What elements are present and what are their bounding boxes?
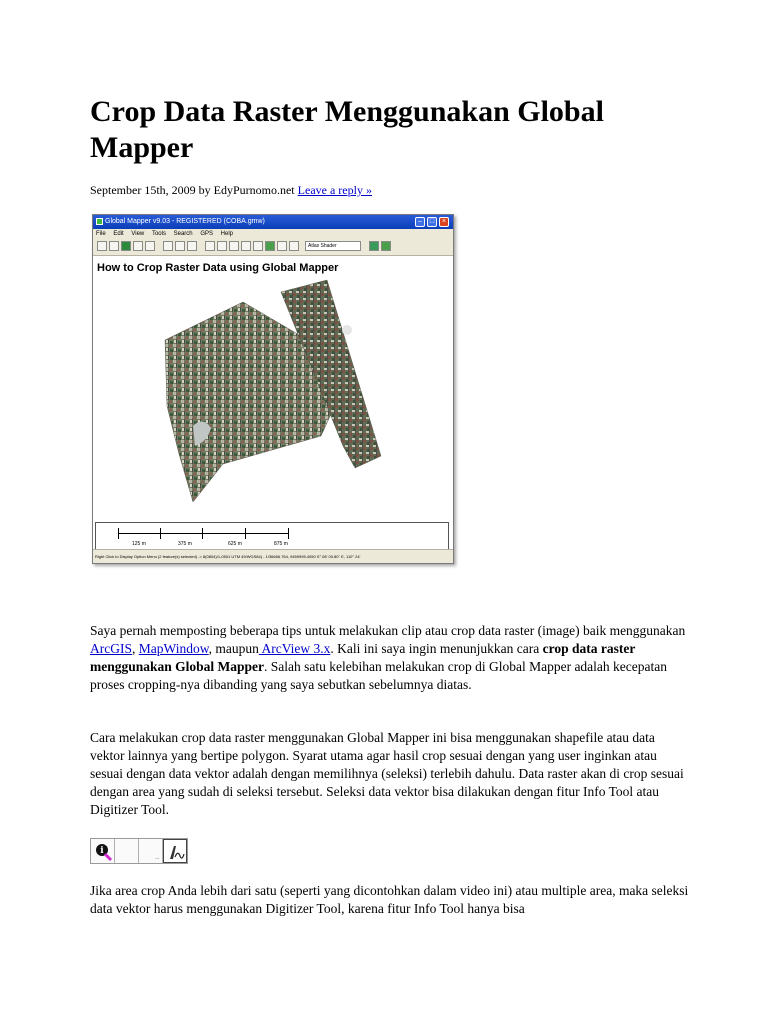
map-canvas	[93, 256, 453, 548]
toolbar-globe-icon	[121, 241, 131, 251]
toolbar-light-icon	[381, 241, 391, 251]
toolbar-digitizer-icon	[289, 241, 299, 251]
svg-text:...: ...	[155, 855, 160, 861]
app-icon	[96, 218, 103, 225]
menu-search: Search	[173, 231, 193, 237]
toolbar-pointer-icon	[205, 241, 215, 251]
toolbar-line-icon	[277, 241, 287, 251]
page-title: Crop Data Raster Menggunakan Global Mapper	[90, 95, 604, 164]
mapwindow-link[interactable]: MapWindow	[138, 641, 209, 656]
scale-bar	[95, 522, 449, 552]
toolbar-measure-icon	[229, 241, 239, 251]
leave-reply-link[interactable]: Leave a reply »	[297, 183, 372, 197]
paragraph-intro: Saya pernah memposting beberapa tips untuk melakukan clip atau crop data raster (image) baik menggunakan ArcGIS, MapWindow, maupun ArcView 3.x. Kali ini saya ingin menunjukkan cara crop data raster menggunakan Global Mapper. Salah satu kelebihan melakukan crop di Global Mapper adalah kecepatan proses cropping-nya dibanding yang saya sebutkan sebelumnya diatas.	[90, 623, 686, 692]
menu-tools: Tools	[151, 231, 166, 237]
blank-tool-icon	[115, 839, 139, 863]
toolbar-pan-icon	[217, 241, 227, 251]
map-heading: How to Crop Raster Data using Global Mapper	[97, 262, 339, 274]
menu-view: View	[131, 231, 145, 237]
window-titlebar	[93, 215, 453, 229]
toolbar-path-icon	[253, 241, 263, 251]
toolbar-arrow-icon	[145, 241, 155, 251]
menu-gps: GPS	[200, 231, 213, 237]
scale-label: 625 m	[228, 541, 242, 547]
shader-select: Atlas Shader	[305, 241, 361, 251]
arcgis-link[interactable]: ArcGIS	[90, 641, 132, 656]
window-statusbar: Right Click to Display Option Menu (2 feature(s) selected) -> 8(0804)/1-0501 UTM 49/WGS84) - 1/36666.764, 9459995.4050 S° 08' 00.80'' E, 110° 24'	[93, 549, 453, 563]
info-tool-icon	[91, 839, 115, 863]
arcview-link[interactable]: ArcView 3.x	[258, 641, 331, 656]
cropped-raster-image	[93, 256, 453, 548]
toolbar-zoom-box-icon	[187, 241, 197, 251]
post-date-author: September 15th, 2009 by EdyPurnomo.net	[90, 183, 295, 197]
toolbar-save-icon	[109, 241, 119, 251]
menu-edit: Edit	[113, 231, 124, 237]
scale-label: 875 m	[274, 541, 288, 547]
menu-file: File	[96, 231, 106, 237]
window-toolbar	[93, 239, 453, 256]
close-icon: ×	[439, 217, 449, 227]
window-title: Global Mapper v9.03 - REGISTERED (COBA.gmw)	[105, 218, 265, 225]
paragraph-multiple-area: Jika area crop Anda lebih dari satu (seperti yang dicontohkan dalam video ini) atau multiple area, maka seleksi data vektor harus menggunakan Digitizer Tool, karena fitur Info Tool hanya bisa	[90, 883, 689, 916]
toolbar-config-icon	[133, 241, 143, 251]
tool-icons-strip	[90, 838, 188, 864]
bold-phrase: crop data raster menggunakan Global Mapper	[90, 641, 636, 674]
scale-label: 125 m	[132, 541, 146, 547]
post-meta	[90, 182, 372, 198]
scale-label: 375 m	[178, 541, 192, 547]
svg-text:i: i	[100, 846, 104, 856]
toolbar-open-icon	[97, 241, 107, 251]
toolbar-zoom-out-icon	[175, 241, 185, 251]
toolbar-3d-icon	[369, 241, 379, 251]
paragraph-method: Cara melakukan crop data raster menggunakan Global Mapper ini bisa menggunakan shapefile atau data vektor lainnya yang bertipe polygon. Syarat utama agar hasil crop sesuai dengan yang user inginkan atau sesuai dengan data vektor adalah dengan memilihnya (seleksi) terlebih dahulu. Data raster akan di crop sesuai dengan area yang sudah di seleksi tersebut. Seleksi data vektor bisa dilakukan dengan fitur Info Tool atau Digitizer Tool.	[90, 730, 684, 817]
toolbar-terrain-icon	[265, 241, 275, 251]
digitizer-tool-icon	[163, 839, 187, 863]
window-menubar	[93, 229, 453, 239]
blank-tool-icon	[139, 839, 163, 863]
minimize-icon: –	[415, 217, 425, 227]
toolbar-zoom-in-icon	[163, 241, 173, 251]
menu-help: Help	[220, 231, 233, 237]
toolbar-info-icon	[241, 241, 251, 251]
maximize-icon: □	[427, 217, 437, 227]
global-mapper-screenshot	[92, 214, 454, 564]
